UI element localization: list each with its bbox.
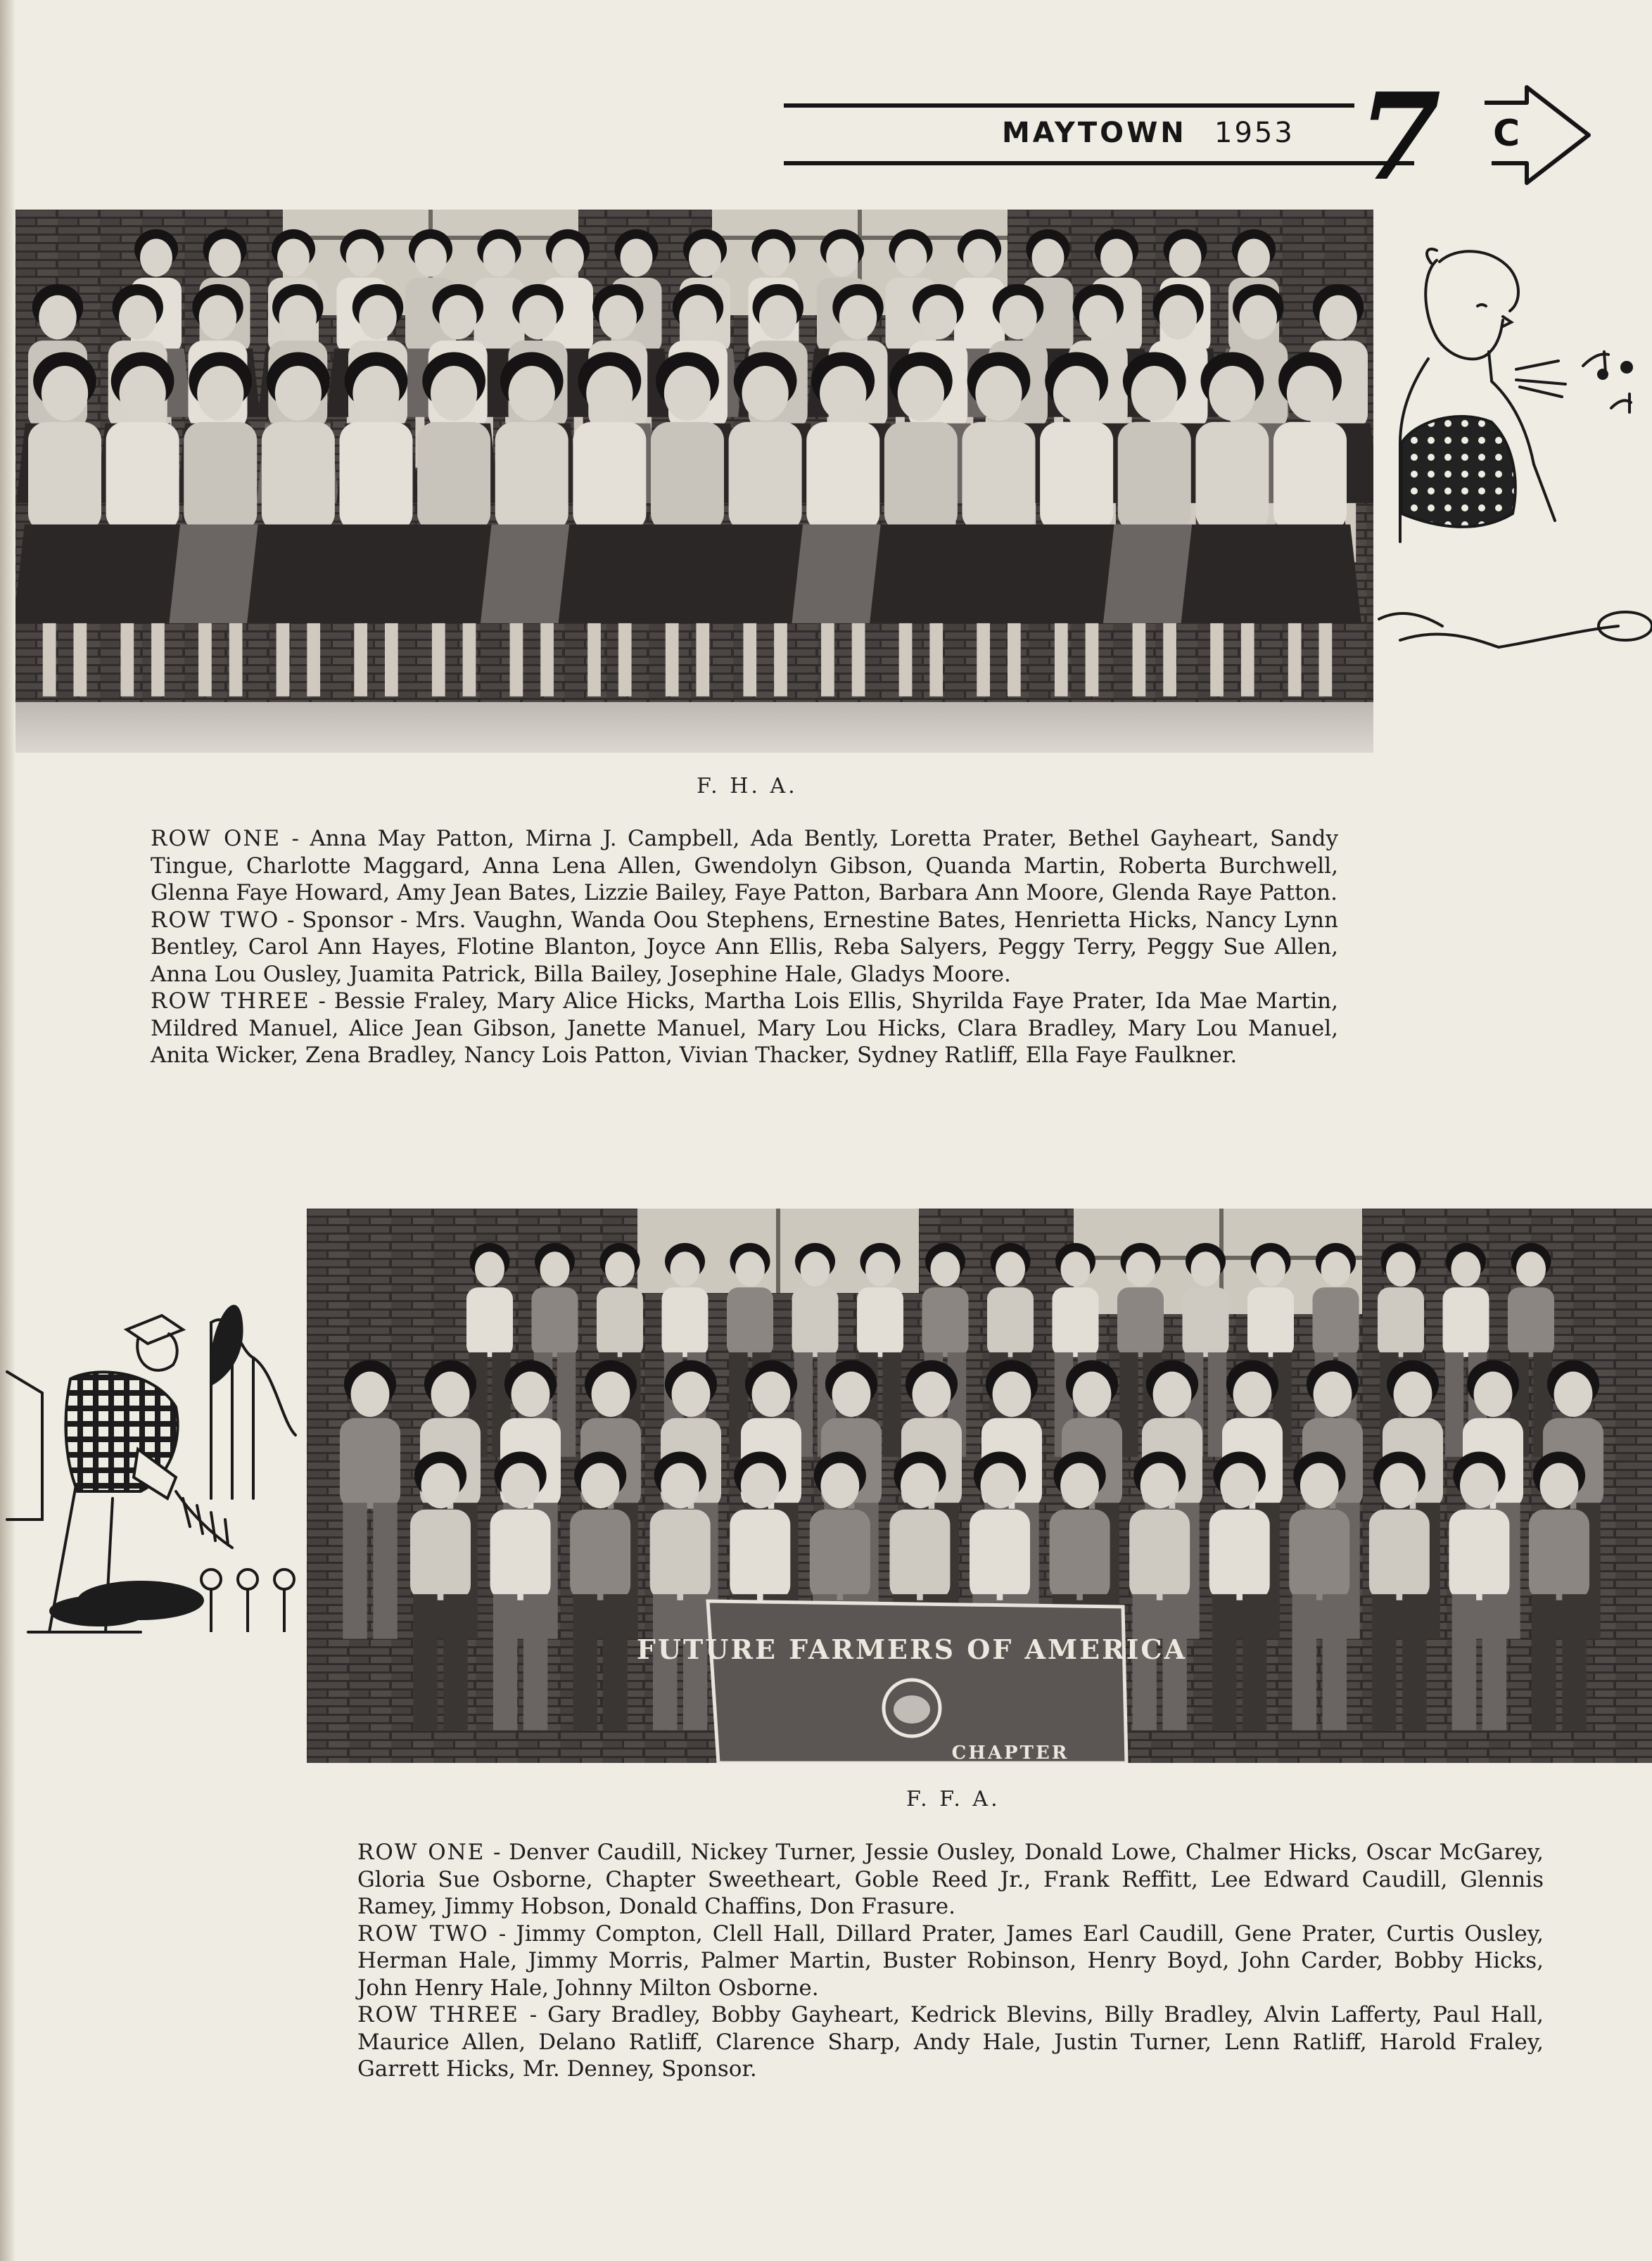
ffa-row-two-label: ROW TWO — [357, 1921, 489, 1947]
ffa-row-two-names: Jimmy Compton, Clell Hall, Dillard Prater, James Earl Caudill, Gene Prater, Curtis Ousley, Herman Hale, Jimmy Morris, Palmer Martin, Buster Robinson, Henry Boyd, John Carder, Bobby Hicks, John Henry Hale, Johnny Milton Osborne. — [357, 1921, 1544, 2001]
ffa-names-block — [357, 1839, 1544, 2083]
fha-row-one-names: Anna May Patton, Mirna J. Campbell, Ada Bently, Loretta Prater, Bethel Gayheart, Sandy Tingue, Charlotte Maggard, Anna Lena Allen, Gwendolyn Gibson, Quanda Martin, Roberta Burchwell, Glenna Faye Howard, Amy Jean Bates, Lizzie Bailey, Faye Patton, Barbara Ann Moore, Glenda Raye Patton. — [151, 826, 1338, 905]
ffa-banner-subtitle: CHAPTER — [951, 1743, 1069, 1763]
ffa-group-photo — [307, 1209, 1652, 1763]
ffa-row-three-names: Gary Bradley, Bobby Gayheart, Kedrick Blevins, Billy Bradley, Alvin Lafferty, Paul Hall, Maurice Allen, Delano Ratliff, Clarence Sharp, Andy Hale, Justin Turner, Lenn Ratliff, Harold Fraley, Garrett Hicks, Mr. Denney, Sponsor. — [357, 2002, 1544, 2082]
fha-row-three-names: Bessie Fraley, Mary Alice Hicks, Martha Lois Ellis, Shyrilda Faye Prater, Ida Mae Martin, Mildred Manuel, Alice Jean Gibson, Janette Manuel, Mary Lou Hicks, Clara Bradley, Mary Lou Manuel, Anita Wicker, Zena Bradley, Nancy Lois Patton, Vivian Thacker, Sydney Ratliff, Ella Faye Faulkner. — [151, 988, 1338, 1068]
fha-row-three: ROW THREE - Bessie Fraley, Mary Alice Hicks, Martha Lois Ellis, Shyrilda Faye Prater, Ida Mae Martin, Mildred Manuel, Alice Jean Gibson, Janette Manuel, Mary Lou Hicks, Clara Bradley, Mary Lou Manuel, Anita Wicker, Zena Bradley, Nancy Lois Patton, Vivian Thacker, Sydney Ratliff, Ella Faye Faulkner. — [151, 988, 1338, 1068]
page-header — [781, 67, 1597, 211]
ffa-row-two: ROW TWO - Jimmy Compton, Clell Hall, Dillard Prater, James Earl Caudill, Gene Prater, Curtis Ousley, Herman Hale, Jimmy Morris, Palmer Martin, Buster Robinson, Henry Boyd, John Carder, Bobby Hicks, John Henry Hale, Johnny Milton Osborne. — [357, 1921, 1544, 2001]
ffa-caption: F. F. A. — [906, 1787, 1000, 1811]
ffa-row-one-names: Denver Caudill, Nickey Turner, Jessie Ousley, Donald Lowe, Chalmer Hicks, Oscar McGarey, Gloria Sue Osborne, Chapter Sweetheart, Goble Reed Jr., Frank Reffitt, Lee Edward Caudill, Glennis Ramey, Jimmy Hobson, Donald Chaffins, Don Frasure. — [357, 1840, 1544, 1919]
yearbook-year: 1953 — [1214, 117, 1295, 149]
woman-cooking-illustration — [1372, 246, 1652, 682]
ffa-banner-title: FUTURE FARMERS OF AMERICA — [636, 1633, 1188, 1665]
farmer-watering-illustration — [0, 1266, 307, 1660]
ffa-row-three-label: ROW THREE — [357, 2002, 519, 2027]
page-spine-shadow — [0, 0, 15, 2261]
fha-names-block — [151, 825, 1338, 1069]
fha-row-three-label: ROW THREE — [151, 988, 310, 1014]
fha-row-one: ROW ONE - Anna May Patton, Mirna J. Campbell, Ada Bently, Loretta Prater, Bethel Gayheart, Sandy Tingue, Charlotte Maggard, Anna Lena Allen, Gwendolyn Gibson, Quanda Martin, Roberta Burchwell, Glenna Faye Howard, Amy Jean Bates, Lizzie Bailey, Faye Patton, Barbara Ann Moore, Glenda Raye Patton. — [151, 826, 1338, 905]
fha-row-two: ROW TWO - Sponsor - Mrs. Vaughn, Wanda Oou Stephens, Ernestine Bates, Henrietta Hicks, Nancy Lynn Bentley, Carol Ann Hayes, Flotine Blanton, Joyce Ann Ellis, Reba Salyers, Peggy Terry, Peggy Sue Allen, Anna Lou Ousley, Juamita Patrick, Billa Bailey, Josephine Hale, Gladys Moore. — [151, 907, 1338, 987]
ffa-banner — [637, 1601, 1187, 1763]
header-arrow-lines — [781, 67, 1597, 211]
school-name: MAYTOWN — [1002, 117, 1187, 149]
fha-row-two-names: Sponsor - Mrs. Vaughn, Wanda Oou Stephens, Ernestine Bates, Henrietta Hicks, Nancy Lynn Bentley, Carol Ann Hayes, Flotine Blanton, Joyce Ann Ellis, Reba Salyers, Peggy Terry, Peggy Sue Allen, Anna Lou Ousley, Juamita Patrick, Billa Bailey, Josephine Hale, Gladys Moore. — [151, 907, 1338, 987]
fha-row-two-label: ROW TWO — [151, 907, 280, 933]
ffa-row-three: ROW THREE - Gary Bradley, Bobby Gayheart, Kedrick Blevins, Billy Bradley, Alvin Lafferty, Paul Hall, Maurice Allen, Delano Ratliff, Clarence Sharp, Andy Hale, Justin Turner, Lenn Ratliff, Harold Fraley, Garrett Hicks, Mr. Denney, Sponsor. — [357, 2002, 1544, 2082]
page-letter: C — [1493, 113, 1520, 155]
ffa-row-one-label: ROW ONE — [357, 1840, 485, 1865]
fha-row-one-label: ROW ONE — [151, 826, 281, 851]
fha-caption: F. H. A. — [697, 774, 798, 798]
page-number: 7 — [1358, 67, 1442, 208]
fha-group-photo — [15, 210, 1373, 753]
ffa-row-one: ROW ONE - Denver Caudill, Nickey Turner, Jessie Ousley, Donald Lowe, Chalmer Hicks, Oscar McGarey, Gloria Sue Osborne, Chapter Sweetheart, Goble Reed Jr., Frank Reffitt, Lee Edward Caudill, Glennis Ramey, Jimmy Hobson, Donald Chaffins, Don Frasure. — [357, 1840, 1544, 1919]
